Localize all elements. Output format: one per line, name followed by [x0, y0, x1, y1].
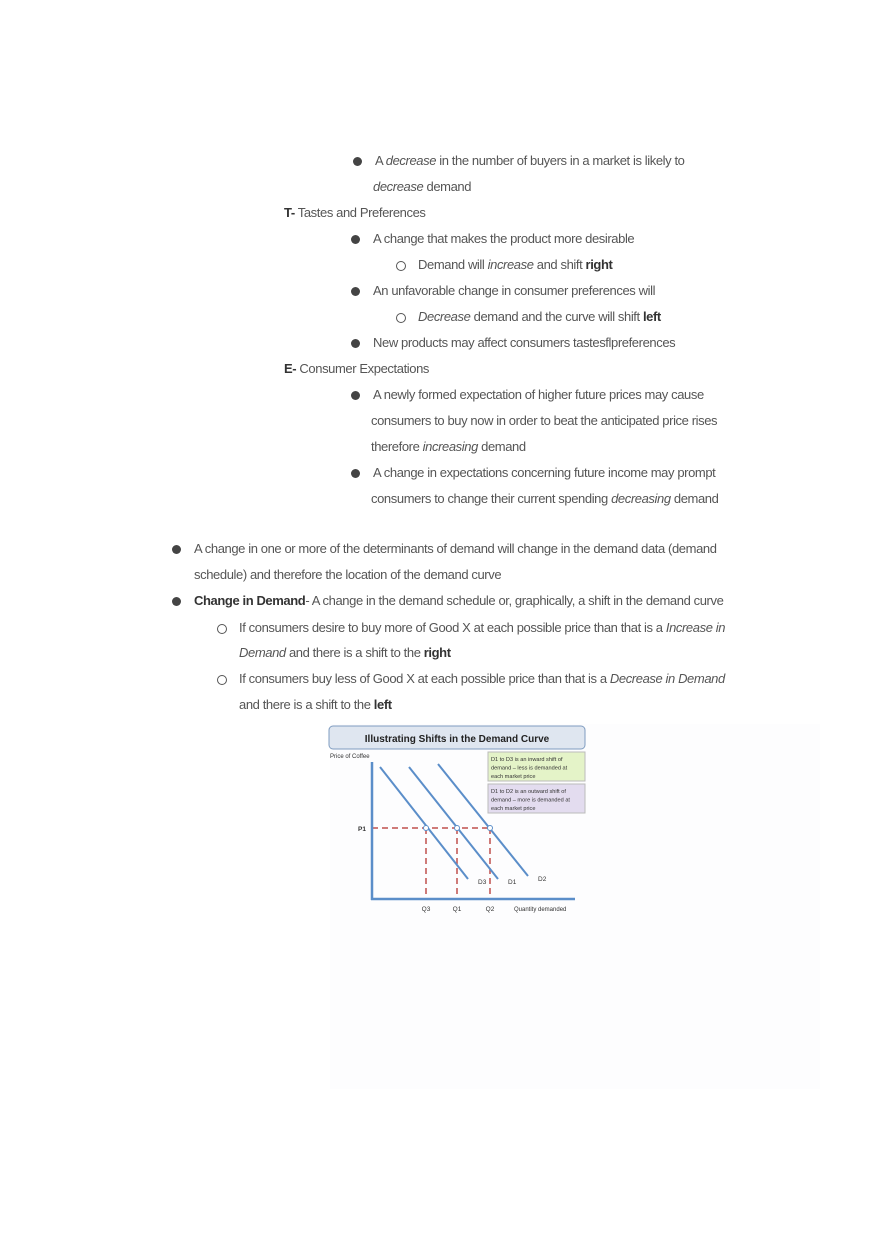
text-segment: demand and the curve will shift [470, 309, 643, 324]
text-segment: and there is a shift to the [239, 697, 374, 712]
chart-title: Illustrating Shifts in the Demand Curve [364, 734, 550, 745]
text-segment: demand [423, 179, 472, 194]
text-segment: A change in one or more of the determinants of demand will change in the demand data (demand [194, 541, 717, 556]
text-line [373, 283, 655, 299]
chart-note-text: demand – more is demanded at [491, 797, 570, 804]
text-segment: and there is a shift to the [285, 645, 424, 660]
text-segment: demand [477, 439, 526, 454]
x-tick-label: Q2 [485, 906, 495, 913]
hollow-bullet-icon [396, 313, 406, 323]
text-line [418, 309, 661, 325]
bullet-icon [351, 287, 360, 296]
text-segment: Tastes and Preferences [294, 205, 426, 220]
text-line [371, 413, 717, 429]
text-segment: increasing [422, 439, 478, 454]
intersection-point [455, 826, 460, 831]
intersection-point [424, 826, 429, 831]
text-segment: therefore [371, 439, 423, 454]
text-segment: Demand [239, 645, 286, 660]
x-axis-label: Quantity demanded [514, 907, 567, 913]
bullet-icon [351, 391, 360, 400]
chart-note-text: D1 to D3 is an inward shift of [491, 757, 563, 763]
intersection-point [488, 826, 493, 831]
bullet-icon [351, 235, 360, 244]
text-line [373, 387, 704, 403]
price-label: P1 [358, 826, 366, 833]
text-line [239, 697, 392, 713]
chart-note-text: each market price [491, 774, 536, 780]
text-line [371, 439, 526, 455]
text-line [284, 361, 429, 377]
text-segment: A [375, 153, 386, 168]
text-segment: Demand will [418, 257, 488, 272]
text-line [371, 491, 718, 507]
y-axis-label: Price of Coffee [330, 754, 370, 760]
text-segment: demand [670, 491, 719, 506]
text-line [194, 541, 717, 557]
text-segment: decreasing [611, 491, 671, 506]
hollow-bullet-icon [396, 261, 406, 271]
text-line [373, 335, 675, 351]
text-line [194, 593, 723, 609]
text-line [194, 567, 501, 583]
x-tick-label: Q1 [452, 906, 462, 913]
text-segment: right [585, 257, 613, 272]
text-segment: A change in expectations concerning future income may prompt [373, 465, 716, 480]
text-segment: Increase in [665, 620, 726, 635]
text-segment: A change that makes the product more desirable [373, 231, 635, 246]
text-segment: If consumers buy less of Good X at each possible price than that is a [239, 671, 610, 686]
text-segment: New products may affect consumers tastesflpreferences [373, 335, 676, 350]
text-segment: increase [487, 257, 534, 272]
text-segment: E- [284, 361, 297, 376]
text-segment: An unfavorable change in consumer preferences will [373, 283, 656, 298]
text-segment: left [642, 309, 661, 324]
x-tick-label: Q3 [421, 906, 431, 913]
hollow-bullet-icon [217, 624, 227, 634]
text-line [239, 645, 451, 661]
bullet-icon [172, 545, 181, 554]
text-line [375, 153, 685, 169]
text-segment: Consumer Expectations [296, 361, 430, 376]
curve-label: D3 [478, 879, 487, 886]
bullet-icon [172, 597, 181, 606]
text-line [373, 179, 471, 195]
hollow-bullet-icon [217, 675, 227, 685]
text-segment: schedule) and therefore the location of the demand curve [194, 567, 502, 582]
text-line [239, 620, 725, 636]
text-line [284, 205, 426, 221]
text-segment: Decrease [418, 309, 471, 324]
chart-note-text: each market price [491, 806, 536, 812]
text-segment: A newly formed expectation of higher future prices may cause [373, 387, 704, 402]
text-segment: decrease [373, 179, 424, 194]
text-segment: in the number of buyers in a market is likely to [436, 153, 685, 168]
text-segment: left [373, 697, 392, 712]
bullet-icon [353, 157, 362, 166]
text-segment: consumers to change their current spending [371, 491, 612, 506]
text-segment: decrease [385, 153, 437, 168]
chart-note-text: demand – less is demanded at [491, 765, 568, 772]
text-segment: and shift [533, 257, 586, 272]
text-line [373, 465, 715, 481]
curve-label: D1 [508, 879, 517, 886]
text-segment: If consumers desire to buy more of Good X at each possible price than that is a [239, 620, 666, 635]
bullet-icon [351, 339, 360, 348]
text-line [418, 257, 612, 273]
text-segment: right [423, 645, 451, 660]
text-segment: Change in Demand [194, 593, 306, 608]
bullet-icon [351, 469, 360, 478]
text-line [239, 671, 725, 687]
text-segment: T- [284, 205, 295, 220]
text-segment: - A change in the demand schedule or, graphically, a shift in the demand curve [305, 593, 724, 608]
curve-label: D2 [538, 876, 547, 883]
chart-note-text: D1 to D2 is an outward shift of [491, 789, 566, 795]
text-line [373, 231, 634, 247]
demand-shift-chart [328, 722, 588, 922]
text-segment: consumers to buy now in order to beat the anticipated price rises [371, 413, 718, 428]
text-segment: Decrease in Demand [609, 671, 725, 686]
